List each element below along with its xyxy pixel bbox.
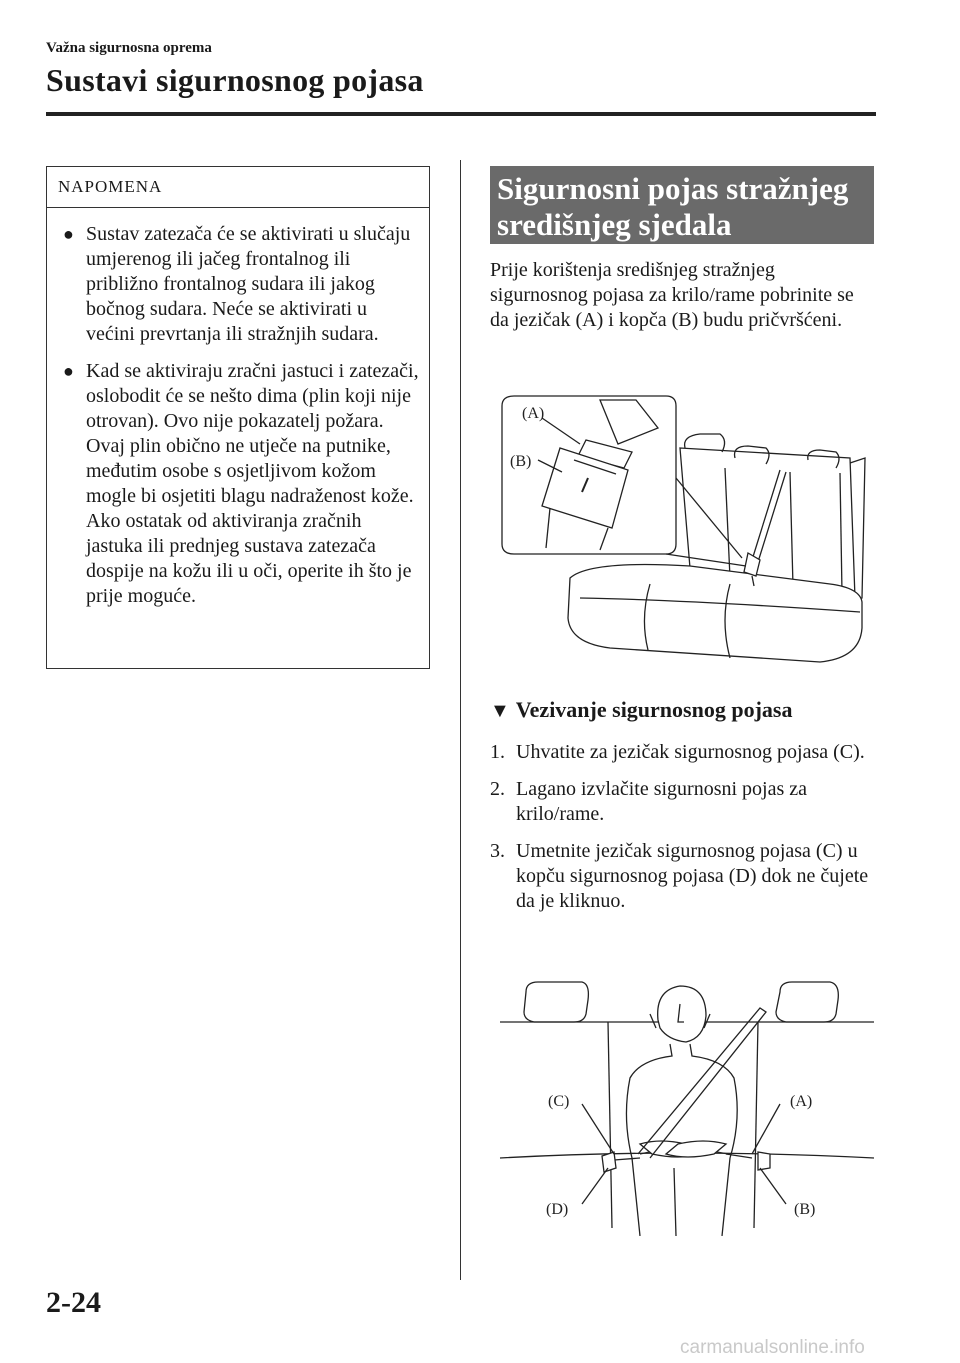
figure-label-a: (A) bbox=[790, 1093, 813, 1110]
note-bullet-text: Kad se aktiviraju zračni jastuci i zatezači, oslobodit će se nešto dima (plin koji nije otrovan). Ovo nije pokazatelj požara. Ovaj plin obično ne utječe na putnike, međutim osobe s osjetljivom kožom mogle bi osjetiti blagu nadraženost kože. Ako ostatak od aktiviranja zračnih jastuka ili prednjeg sustava zatezača dospije na kožu ili u oči, operite ih što je prije moguće. bbox=[86, 360, 419, 607]
note-box bbox=[46, 166, 430, 669]
figure-label-a: (A) bbox=[522, 405, 545, 422]
bullet-dot-icon: ● bbox=[63, 224, 74, 244]
subheading bbox=[490, 697, 792, 723]
section-label: Važna sigurnosna oprema bbox=[46, 40, 212, 56]
header-rule bbox=[46, 112, 876, 116]
note-body bbox=[47, 208, 429, 609]
triangle-down-icon: ▼ bbox=[490, 700, 510, 722]
step-number: 3. bbox=[490, 840, 505, 862]
steps-list bbox=[490, 740, 874, 926]
figure-label-b: (B) bbox=[794, 1201, 816, 1218]
bullet-dot-icon: ● bbox=[63, 361, 74, 381]
section-banner: Sigurnosni pojas stražnjeg središnjeg sjedala bbox=[490, 166, 874, 244]
subheading-text: Vezivanje sigurnosnog pojasa bbox=[515, 697, 793, 722]
watermark-text: carmanualsonline.info bbox=[680, 1337, 865, 1358]
step-text: Uhvatite za jezičak sigurnosnog pojasa (C). bbox=[516, 741, 865, 763]
step-text: Umetnite jezičak sigurnosnog pojasa (C) u kopču sigurnosnog pojasa (D) dok ne čujete da je kliknuo. bbox=[516, 840, 869, 912]
note-bullet-text: Sustav zatezača će se aktivirati u slučaju umjerenog ili jačeg frontalnog ili približno frontalnog sudara ili jakog bočnog sudara. Neće se aktivirati u većini prevrtanja ili stražnjih sudara. bbox=[86, 223, 411, 345]
step-text: Lagano izvlačite sigurnosni pojas za krilo/rame. bbox=[516, 778, 808, 825]
column-divider bbox=[460, 160, 461, 1280]
figure-label-d: (D) bbox=[546, 1201, 569, 1218]
step-number: 1. bbox=[490, 741, 505, 763]
note-bullet bbox=[61, 222, 419, 347]
step-item bbox=[490, 777, 874, 827]
step-number: 2. bbox=[490, 778, 505, 800]
step-item bbox=[490, 839, 874, 914]
figure-label-b: (B) bbox=[510, 453, 532, 470]
page-number: 2-24 bbox=[46, 1286, 101, 1319]
note-heading: NAPOMENA bbox=[47, 167, 429, 208]
step-item bbox=[490, 740, 874, 765]
rear-seat-illustration bbox=[490, 388, 870, 674]
page-title: Sustavi sigurnosnog pojasa bbox=[46, 62, 424, 98]
note-bullet bbox=[61, 359, 419, 609]
figure-label-c: (C) bbox=[548, 1093, 570, 1110]
intro-paragraph: Prije korištenja središnjeg stražnjeg sigurnosnog pojasa za krilo/rame pobrinite se da jezičak (A) i kopča (B) budu pričvršćeni. bbox=[490, 259, 854, 331]
belt-fastening-illustration bbox=[490, 968, 874, 1236]
